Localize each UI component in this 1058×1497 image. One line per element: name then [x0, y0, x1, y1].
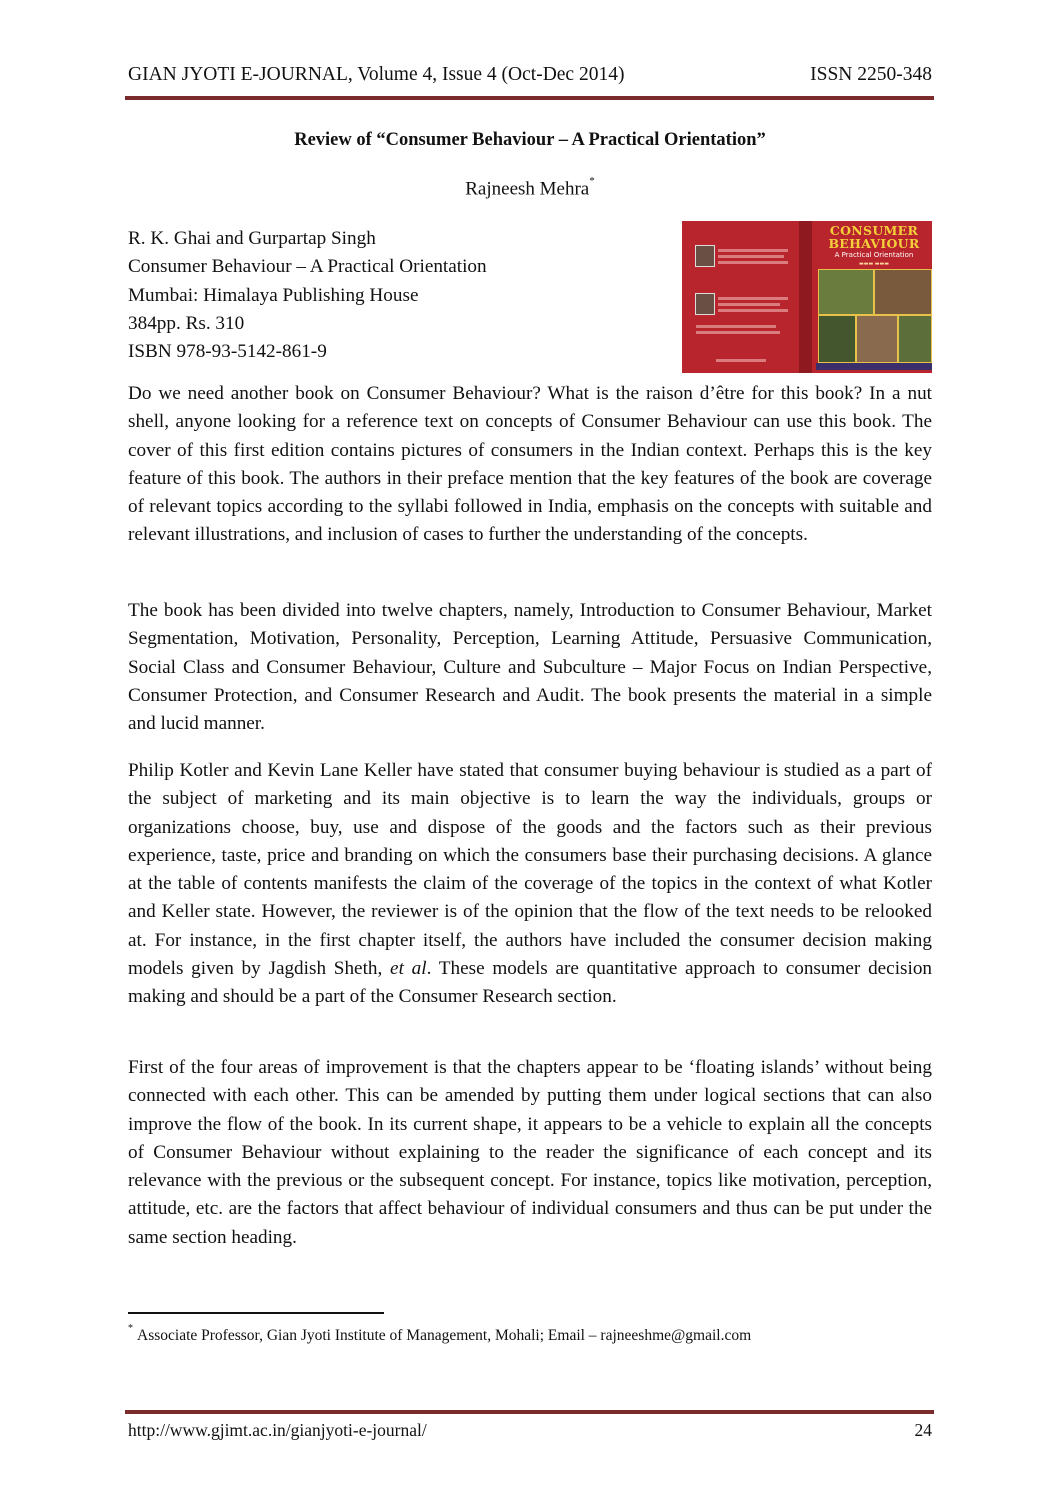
- cover-photo: [898, 315, 932, 363]
- running-footer: [128, 1420, 932, 1446]
- cover-photo: [874, 269, 932, 315]
- running-header: [128, 64, 932, 94]
- et-al-italic: et al: [390, 958, 427, 980]
- cover-photo: [818, 269, 874, 315]
- book-title: Consumer Behaviour – A Practical Orientation: [128, 256, 487, 278]
- issn-label: ISSN 2250-348: [810, 64, 932, 85]
- cover-title: CONSUMER BEHAVIOUR: [828, 223, 920, 251]
- book-cover-image: [682, 221, 932, 373]
- book-spine: [799, 221, 812, 373]
- bibliographic-details: [128, 225, 487, 366]
- cover-subtitle: A Practical Orientation: [834, 251, 914, 259]
- book-pages-price: 384pp. Rs. 310: [128, 312, 245, 334]
- cover-photo: [856, 315, 898, 363]
- book-authors: R. K. Ghai and Gurpartap Singh: [128, 228, 376, 249]
- author-name: Rajneesh Mehra: [465, 178, 590, 200]
- book-publisher: Mumbai: Himalaya Publishing House: [128, 284, 419, 306]
- journal-title: GIAN JYOTI E-JOURNAL, Volume 4, Issue 4 (Oct-Dec 2014): [128, 64, 625, 85]
- body-paragraph-2: The book has been divided into twelve chapters, namely, Introduction to Consumer Behaviour, Market Segmentation, Motivation, Personality, Perception, Learning Attitude, Persuasive Communication, Social Class and Consumer Behaviour, Culture and Subculture – Major Focus on Indian Perspective, Consumer Protection, and Consumer Research and Audit. The book presents the material in a simple and lucid manner.: [128, 600, 932, 735]
- page-number: 24: [914, 1420, 932, 1440]
- body-paragraph-3: Philip Kotler and Kevin Lane Keller have stated that consumer buying behaviour is studied as a part of the subject of marketing and its main objective is to learn the way the individuals, groups or organizations choose, buy, use and dispose of the goods and the factors such as their previous experience, taste, price and branding on which the consumers base their purchasing decisions. A glance at the table of contents manifests the claim of the coverage of the topics in the context of what Kotler and Keller state. However, the reviewer is of the opinion that the flow of the text needs to be relooked at. For instance, in the first chapter itself, the authors have included the consumer decision making models given by Jagdish Sheth, et al. These models are quantitative approach to consumer decision making and should be a part of the Consumer Research section.: [128, 760, 933, 1008]
- cover-photo: [818, 315, 856, 363]
- body-paragraph-1: Do we need another book on Consumer Behaviour? What is the raison d’être for this book? In a nut shell, anyone looking for a reference text on concepts of Consumer Behaviour can use this book. The cover of this first edition contains pictures of consumers in the Indian context. Perhaps this is the key feature of this book. The authors in their preface mention that the key features of the book are coverage of relevant topics according to the syllabi followed in India, emphasis on the concepts with suitable and relevant illustrations, and inclusion of cases to further the understanding of the concepts.: [128, 383, 932, 546]
- footnote: [128, 1323, 752, 1345]
- footer-rule: [125, 1410, 934, 1414]
- book-isbn: ISBN 978-93-5142-861-9: [128, 341, 327, 363]
- article-author: [128, 175, 932, 200]
- author-footnote-mark: *: [589, 175, 595, 187]
- cover-authors: ▬▬▬ ▬▬▬: [859, 261, 889, 267]
- journal-url-link[interactable]: http://www.gjimt.ac.in/gianjyoti-e-journal/: [128, 1420, 427, 1440]
- footnote-text: Associate Professor, Gian Jyoti Institute of Management, Mohali; Email – rajneeshme@gmail.com: [137, 1327, 752, 1345]
- back-cover-author-photo: [695, 245, 715, 267]
- footnote-rule: [128, 1312, 384, 1314]
- footnote-mark: *: [128, 1323, 133, 1334]
- header-rule: [125, 96, 934, 100]
- back-cover-author-photo: [695, 293, 715, 315]
- body-paragraph-4: First of the four areas of improvement is that the chapters appear to be ‘floating islands’ without being connected with each other. This can be amended by putting them under logical sections that can also improve the flow of the book. In its current shape, it appears to be a vehicle to explain all the concepts of Consumer Behaviour without explaining to the reader the significance of each concept and its relevance with the previous or the subsequent concept. For instance, topics like motivation, perception, attitude, etc. are the factors that affect behaviour of individual consumers and thus can be put under the same section heading.: [128, 1057, 932, 1248]
- cover-publisher-band: [816, 363, 932, 370]
- article-title: Review of “Consumer Behaviour – A Practical Orientation”: [294, 130, 766, 150]
